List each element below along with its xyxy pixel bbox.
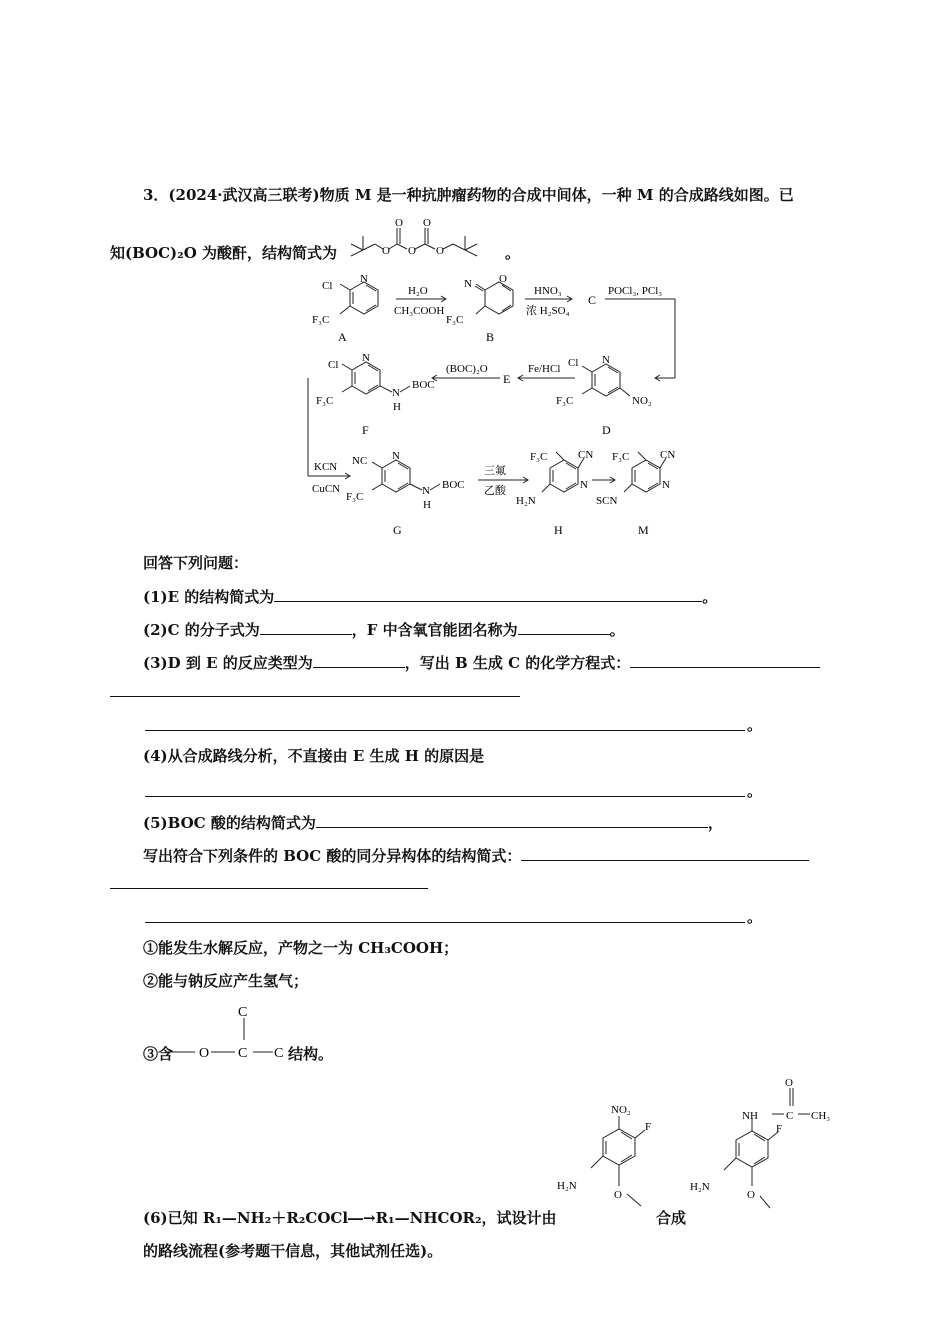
- q3-suffix: 。: [747, 716, 763, 734]
- atom-c: C: [238, 1005, 248, 1020]
- atom-cn: CN: [578, 449, 594, 461]
- question-intro-line1: 3．(2024·武汉高三联考)物质 M 是一种抗肿瘤药物的合成中间体，一种 M 的合成路线如图。已: [143, 186, 794, 204]
- atom-cl: Cl: [322, 280, 333, 292]
- label-compound-e: E: [503, 372, 511, 386]
- starting-material-structure: [555, 1098, 660, 1228]
- q3-text-a: (3)D 到 E 的反应类型为: [143, 654, 313, 672]
- atom-n: N: [360, 273, 368, 285]
- label-compound-h: H: [554, 523, 563, 537]
- answer-blank-q3b[interactable]: [630, 653, 820, 668]
- atom-o: O: [199, 1046, 210, 1061]
- question-6-mid: 合成: [656, 1209, 687, 1227]
- q5-suffix: 。: [747, 908, 763, 926]
- q2-suffix: 。: [609, 621, 625, 639]
- reagent-de: Fe/HCl: [528, 363, 561, 375]
- atom-f3c: F₃C: [612, 451, 630, 463]
- question-intro-line2: [110, 243, 337, 263]
- question-2: [143, 620, 625, 640]
- synthesis-scheme: [300, 272, 700, 542]
- question-5a: [143, 813, 723, 833]
- answer-blank-q2a[interactable]: [260, 620, 352, 635]
- atom-o: O: [614, 1189, 622, 1201]
- atom-c: C: [786, 1110, 794, 1122]
- atom-n: N: [580, 479, 588, 491]
- atom-h: H: [393, 401, 401, 413]
- atom-f: F: [776, 1123, 783, 1135]
- atom-n: N: [392, 387, 400, 399]
- condition-2: ②能与钠反应产生氢气；: [143, 972, 309, 990]
- boc2o-structure: [345, 212, 505, 262]
- answer-line-q3-3[interactable]: [145, 730, 745, 731]
- atom-no2: NO₂: [611, 1104, 631, 1116]
- answer-blank-q3a[interactable]: [313, 653, 405, 668]
- reagent-ef: (BOC)₂O: [446, 363, 488, 375]
- intro-line2-suffix: 。: [505, 244, 521, 262]
- reagent-bc-top: HNO₃: [534, 285, 562, 297]
- atom-f3c: F₃C: [312, 314, 330, 326]
- atom-cl: Cl: [328, 359, 339, 371]
- atom-h2n: H₂N: [690, 1181, 710, 1193]
- q2-text-a: (2)C 的分子式为: [143, 621, 260, 639]
- answer-blank-q1[interactable]: [274, 587, 702, 602]
- intro-line2-prefix: 知(BOC)₂O 为酸酐，结构简式为: [110, 244, 338, 262]
- answer-prompt: 回答下列问题：: [143, 554, 249, 572]
- reagent-ab-bottom: CH₃COOH: [394, 305, 445, 317]
- atom-n: N: [464, 278, 472, 290]
- atom-o: O: [436, 245, 444, 257]
- atom-o: O: [382, 245, 390, 257]
- label-compound-d: D: [602, 423, 611, 437]
- reagent-fg-bottom: CuCN: [312, 483, 341, 495]
- atom-cn: CN: [660, 449, 676, 461]
- atom-c: C: [274, 1046, 284, 1061]
- atom-nh: NH: [742, 1110, 758, 1122]
- atom-o: O: [395, 217, 403, 229]
- question-6-line2: 的路线流程(参考题干信息，其他试剂任选)。: [143, 1242, 443, 1260]
- q5-text-a: (5)BOC 酸的结构简式为: [143, 814, 316, 832]
- reagent-fg-top: KCN: [314, 461, 338, 473]
- atom-f: F: [645, 1121, 652, 1133]
- label-compound-a: A: [338, 330, 347, 344]
- question-3: [143, 653, 820, 673]
- condition-1: ①能发生水解反应，产物之一为 CH₃COOH；: [143, 939, 459, 957]
- answer-blank-q2b[interactable]: [518, 620, 610, 635]
- q1-suffix: 。: [702, 588, 718, 606]
- atom-h2n: H₂N: [557, 1180, 577, 1192]
- answer-line-q3-2[interactable]: [110, 696, 520, 697]
- label-compound-m: M: [638, 523, 649, 537]
- label-compound-g: G: [393, 523, 402, 537]
- reagent-cd-top: POCl₃, PCl₃: [608, 285, 663, 297]
- atom-f3c: F₃C: [530, 451, 548, 463]
- o-c-c-fragment: [165, 1000, 287, 1064]
- q5-a-suffix: ，: [707, 814, 723, 832]
- question-4: (4)从合成路线分析，不直接由 E 生成 H 的原因是: [143, 747, 485, 765]
- label-compound-c: C: [588, 293, 597, 307]
- question-5b: [143, 846, 809, 866]
- atom-boc: BOC: [442, 479, 465, 491]
- answer-line-q5-3[interactable]: [145, 922, 745, 923]
- atom-h: H: [423, 499, 431, 511]
- label-compound-f: F: [362, 423, 369, 437]
- atom-c: C: [238, 1046, 248, 1061]
- reagent-ab-top: H₂O: [408, 285, 428, 297]
- atom-f3c: F₃C: [446, 314, 464, 326]
- condition-3-suffix: 结构。: [288, 1045, 334, 1063]
- atom-no2: NO₂: [632, 395, 652, 407]
- question-1: [143, 587, 717, 607]
- atom-o: O: [423, 217, 431, 229]
- atom-h2n: H₂N: [516, 495, 536, 507]
- atom-nc: NC: [352, 455, 368, 467]
- reagent-gh-top: 三氟: [484, 465, 506, 477]
- q4-suffix: 。: [747, 782, 763, 800]
- atom-f3c: F₃C: [316, 395, 334, 407]
- answer-line-q4[interactable]: [145, 796, 745, 797]
- atom-o: O: [408, 245, 416, 257]
- label-compound-b: B: [486, 330, 495, 344]
- atom-n: N: [662, 479, 670, 491]
- answer-blank-q5a[interactable]: [316, 813, 708, 828]
- q2-text-b: ，F 中含氧官能团名称为: [351, 621, 518, 639]
- q3-text-b: ，写出 B 生成 C 的化学方程式：: [404, 654, 631, 672]
- atom-ch3: CH₃: [811, 1110, 831, 1122]
- reagent-gh-bottom: 乙酸: [484, 485, 506, 497]
- atom-boc: BOC: [412, 379, 435, 391]
- atom-f3c: F₃C: [556, 395, 574, 407]
- atom-n: N: [602, 354, 610, 366]
- atom-o: O: [747, 1189, 755, 1201]
- condition-3-prefix: ③含: [143, 1045, 174, 1063]
- atom-n: N: [392, 450, 400, 462]
- answer-line-q5-2[interactable]: [110, 888, 428, 889]
- reagent-bc-bottom: 浓 H₂SO₄: [526, 305, 570, 317]
- atom-o: O: [785, 1077, 793, 1089]
- target-structure: [690, 1072, 850, 1228]
- atom-n: N: [422, 485, 430, 497]
- atom-cl: Cl: [568, 357, 579, 369]
- atom-n: N: [362, 352, 370, 364]
- atom-f3c: F₃C: [346, 491, 364, 503]
- question-6: (6)已知 R₁—NH₂＋R₂COCl―→R₁—NHCOR₂，试设计由: [143, 1209, 557, 1227]
- atom-o: O: [499, 273, 507, 285]
- q5-text-b: 写出符合下列条件的 BOC 酸的同分异构体的结构简式：: [143, 847, 522, 865]
- q1-text: (1)E 的结构简式为: [143, 588, 275, 606]
- atom-scn: SCN: [596, 495, 618, 507]
- answer-blank-q5b[interactable]: [521, 846, 809, 861]
